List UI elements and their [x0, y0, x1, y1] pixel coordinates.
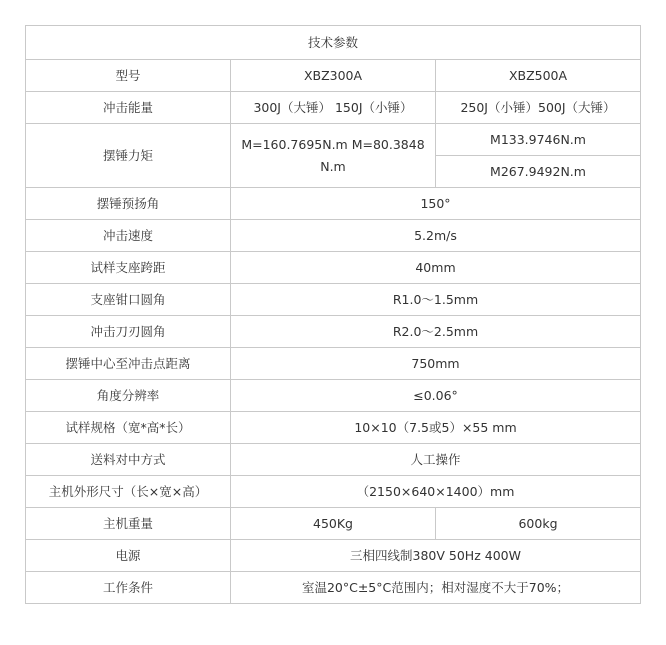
row-label-feeding: 送料对中方式	[26, 444, 231, 476]
table-row-model	[26, 60, 641, 92]
table-row-jaw-radius	[26, 284, 641, 316]
torque-value-300: M=160.7695N.m M=80.3848N.m	[231, 124, 436, 188]
conditions-value: 室温20°C±5°C范围内；相对湿度不大于70%；	[231, 572, 641, 604]
table-row-power	[26, 540, 641, 572]
table-title: 技术参数	[26, 26, 641, 60]
feeding-value: 人工操作	[231, 444, 641, 476]
table-row-weight	[26, 508, 641, 540]
table-row-energy	[26, 92, 641, 124]
weight-value-300: 450Kg	[231, 508, 436, 540]
torque-value-500-top: M133.9746N.m	[436, 124, 641, 156]
row-label-dimensions: 主机外形尺寸（长×宽×高）	[26, 476, 231, 508]
angle-value: 150°	[231, 188, 641, 220]
blade-radius-value: R2.0～2.5mm	[231, 316, 641, 348]
table-row-speed	[26, 220, 641, 252]
row-label-speed: 冲击速度	[26, 220, 231, 252]
table-row-title	[26, 26, 641, 60]
row-label-blade-radius: 冲击刀刃圆角	[26, 316, 231, 348]
torque-value-500-bottom: M267.9492N.m	[436, 156, 641, 188]
span-value: 40mm	[231, 252, 641, 284]
row-label-jaw-radius: 支座钳口圆角	[26, 284, 231, 316]
technical-parameters-table	[25, 25, 641, 604]
row-label-conditions: 工作条件	[26, 572, 231, 604]
weight-value-500: 600kg	[436, 508, 641, 540]
row-label-torque: 摆锤力矩	[26, 124, 231, 188]
table-row-span	[26, 252, 641, 284]
table-row-torque	[26, 124, 641, 156]
table-row-center-distance	[26, 348, 641, 380]
row-label-angle: 摆锤预扬角	[26, 188, 231, 220]
row-label-power: 电源	[26, 540, 231, 572]
table-row-angle	[26, 188, 641, 220]
energy-value-500: 250J（小锤）500J（大锤）	[436, 92, 641, 124]
row-label-specimen: 试样规格（宽*高*长）	[26, 412, 231, 444]
model-value-300: XBZ300A	[231, 60, 436, 92]
spec-table-container	[25, 25, 640, 604]
row-label-energy: 冲击能量	[26, 92, 231, 124]
table-row-blade-radius	[26, 316, 641, 348]
table-row-resolution	[26, 380, 641, 412]
power-value: 三相四线制380V 50Hz 400W	[231, 540, 641, 572]
energy-value-300: 300J（大锤） 150J（小锤）	[231, 92, 436, 124]
jaw-radius-value: R1.0～1.5mm	[231, 284, 641, 316]
table-row-feeding	[26, 444, 641, 476]
row-label-span: 试样支座跨距	[26, 252, 231, 284]
row-label-center-distance: 摆锤中心至冲击点距离	[26, 348, 231, 380]
table-row-specimen	[26, 412, 641, 444]
specimen-value: 10×10（7.5或5）×55 mm	[231, 412, 641, 444]
speed-value: 5.2m/s	[231, 220, 641, 252]
resolution-value: ≤0.06°	[231, 380, 641, 412]
row-label-weight: 主机重量	[26, 508, 231, 540]
dimensions-value: （2150×640×1400）mm	[231, 476, 641, 508]
center-distance-value: 750mm	[231, 348, 641, 380]
table-row-dimensions	[26, 476, 641, 508]
row-label-model: 型号	[26, 60, 231, 92]
model-value-500: XBZ500A	[436, 60, 641, 92]
table-row-conditions	[26, 572, 641, 604]
row-label-resolution: 角度分辨率	[26, 380, 231, 412]
